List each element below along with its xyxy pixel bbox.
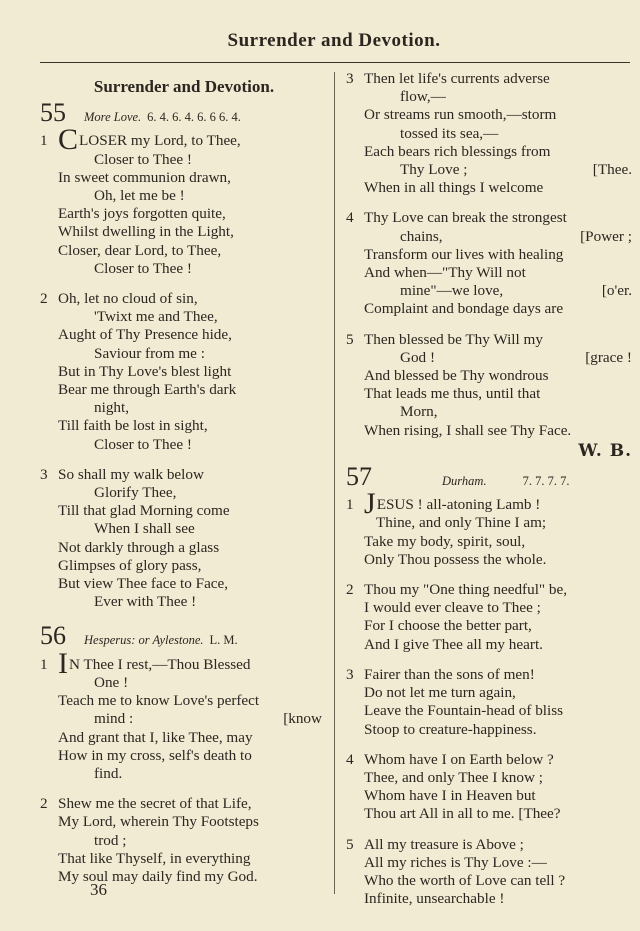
hymn-line: 'Twixt me and Thee, [94, 308, 218, 326]
hymn-line: Closer to Thee ! [94, 435, 192, 453]
hymn-line: Thee, and only Thee I know ; [364, 768, 543, 786]
section-title: Surrender and Devotion. [93, 77, 275, 96]
hymn-number: 55 [40, 98, 66, 128]
hymn-line-pair [346, 161, 632, 179]
hymn-line: trod ; [94, 831, 127, 849]
hymn-line: Till that glad Morning come [58, 502, 230, 520]
stanza-number: 2 [40, 795, 48, 813]
hymn-line: flow,— [400, 88, 446, 106]
stanza [346, 70, 632, 197]
hymn-line: Fairer than the sons of men! [364, 665, 535, 683]
hymn-line: Infinite, unsearchable ! [364, 890, 505, 908]
hymn-line: [o'er. [601, 282, 632, 300]
meter: 6. 4. 6. 4. 6. 6 6. 4. [147, 110, 241, 125]
stanza-number: 2 [346, 581, 354, 599]
hymn-line: How in my cross, self's death to [58, 746, 252, 764]
hymn-line: Leave the Fountain-head of bliss [364, 702, 564, 720]
hymn-line: Earth's joys forgotten quite, [58, 205, 226, 223]
drop-cap: C [58, 123, 79, 157]
hymn-line: [Thee. [592, 161, 632, 179]
hymn-line: Glimpses of glory pass, [58, 556, 202, 574]
hymn-line: Transform our lives with healing [364, 245, 564, 263]
hymn-line: Then blessed be Thy Will my [364, 330, 543, 348]
hymn-line: Saviour from me : [94, 344, 205, 362]
hymn-line: But view Thee face to Face, [58, 575, 229, 593]
hymn-line: N Thee I rest,—Thou Blessed [69, 655, 251, 673]
stanza-number: 4 [346, 750, 354, 768]
hymn-line: Shew me the secret of that Life, [58, 795, 252, 813]
stanza-number: 1 [346, 496, 354, 514]
hymn-line: When rising, I shall see Thy Face. [364, 421, 572, 439]
hymn-line-pair [346, 228, 632, 246]
hymn-line: Whom have I on Earth below ? [364, 750, 554, 768]
hymn-line: Closer, dear Lord, to Thee, [58, 241, 222, 259]
hymn-line: God ! [400, 348, 436, 366]
column-divider [334, 72, 335, 894]
hymn-line: Closer to Thee ! [94, 259, 192, 277]
hymn-line: mine"—we love, [400, 282, 504, 300]
hymn-line: All my riches is Thy Love :— [364, 853, 547, 871]
stanza [40, 466, 328, 612]
tune-name: Durham. [442, 474, 487, 489]
hymn-line: Thy Love can break the strongest [364, 209, 567, 227]
stanza-number: 5 [346, 835, 354, 853]
hymn-line-pair [346, 282, 632, 300]
meter: 7. 7. 7. 7. [522, 474, 570, 489]
stanza [346, 581, 632, 654]
hymn-line: Thy Love ; [400, 161, 468, 179]
stanza-number: 3 [40, 465, 48, 483]
hymn-number: 56 [40, 621, 66, 651]
right-column [346, 66, 632, 920]
hymn-line-pair [346, 349, 632, 367]
hymn-line: Thou art All in all to me. [Thee? [364, 805, 561, 823]
hymn-line: [Power ; [580, 227, 632, 245]
hymn-line: Ever with Thee ! [94, 593, 197, 611]
stanza [346, 836, 632, 909]
hymn-55-header [40, 100, 328, 126]
hymn-line: That like Thyself, in everything [58, 849, 251, 867]
hymn-line: Who the worth of Love can tell ? [364, 871, 566, 889]
hymn-line: Oh, let me be ! [94, 187, 185, 205]
hymn-line: When in all things I welcome [364, 179, 544, 197]
hymn-line: Only Thou possess the whole. [364, 550, 547, 568]
page-number: 36 [90, 880, 107, 899]
tune-name: More Love. [84, 110, 142, 125]
hymn-line: Then let life's currents adverse [364, 70, 550, 87]
hymn-line: I would ever cleave to Thee ; [364, 599, 541, 617]
hymn-line: Teach me to know Love's perfect [58, 692, 260, 710]
hymn-line: LOSER my Lord, to Thee, [79, 132, 241, 150]
stanza-number: 1 [40, 132, 48, 150]
stanza [40, 795, 328, 886]
hymn-line: In sweet communion drawn, [58, 168, 231, 186]
stanza [346, 331, 632, 440]
hymn-line: Aught of Thy Presence hide, [58, 326, 232, 344]
hymn-line: Closer to Thee ! [94, 150, 192, 168]
running-head: Surrender and Devotion. [227, 30, 441, 51]
hymn-line: For I choose the better part, [364, 617, 532, 635]
hymn-line: Or streams run smooth,—storm [364, 106, 557, 124]
hymn-line: Bear me through Earth's dark [58, 381, 237, 399]
hymn-line: night, [94, 399, 130, 417]
stanza-number: 2 [40, 290, 48, 308]
hymn-line: So shall my walk below [58, 465, 204, 483]
hymn-line: And when—"Thy Will not [364, 264, 526, 282]
hymn-line: Take my body, spirit, soul, [364, 532, 526, 550]
stanza [40, 646, 328, 783]
tune-name: Hesperus: or Aylestone. [84, 633, 204, 648]
author-initials: W. B. [578, 440, 632, 461]
hymn-number: 57 [346, 462, 372, 492]
hymn-line: That leads me thus, until that [364, 385, 541, 403]
hymn-line: ESUS ! all-atoning Lamb ! [376, 496, 541, 514]
hymn-56-header [40, 623, 328, 649]
hymn-line: chains, [400, 227, 443, 245]
hymn-line: find. [94, 764, 123, 782]
hymn-line: Morn, [400, 403, 438, 421]
stanza-number: 5 [346, 330, 354, 348]
hymn-line: One ! [94, 673, 129, 691]
hymn-line: [know [283, 710, 322, 728]
hymn-line-pair [40, 710, 328, 728]
hymn-line: mind : [94, 710, 134, 728]
hymn-line: Complaint and bondage days are [364, 300, 564, 318]
stanza-number: 3 [346, 665, 354, 683]
hymn-line: And blessed be Thy wondrous [364, 367, 549, 385]
drop-cap: I [58, 646, 68, 680]
hymn-line: Whom have I in Heaven but [364, 787, 536, 805]
stanza-number: 3 [346, 70, 354, 87]
hymn-line: My soul may daily find my God. [58, 867, 258, 885]
stanza-number: 4 [346, 209, 354, 227]
stanza [346, 487, 632, 569]
hymn-line: Oh, let no cloud of sin, [58, 290, 198, 308]
hymn-line: Thou my "One thing needful" be, [364, 581, 568, 599]
hymn-line: When I shall see [94, 520, 195, 538]
stanza [40, 123, 328, 278]
hymn-line: Not darkly through a glass [58, 538, 220, 556]
hymn-line: My Lord, wherein Thy Footsteps [58, 813, 259, 831]
header-rule [40, 62, 630, 63]
stanza [40, 290, 328, 454]
stanza [346, 666, 632, 739]
hymn-line: All my treasure is Above ; [364, 835, 524, 853]
hymn-line: But in Thy Love's blest light [58, 362, 232, 380]
hymn-line: Glorify Thee, [94, 484, 177, 502]
stanza [346, 751, 632, 824]
drop-cap: J [364, 487, 376, 521]
meter: L. M. [209, 633, 238, 648]
hymn-line: [grace ! [585, 348, 632, 366]
hymn-line: Do not let me turn again, [364, 684, 516, 702]
stanza [346, 209, 632, 318]
hymn-line: Whilst dwelling in the Light, [58, 223, 234, 241]
hymn-line: Thine, and only Thine I am; [376, 514, 547, 532]
hymn-line: Each bears rich blessings from [364, 142, 551, 160]
hymn-line: And grant that I, like Thee, may [58, 728, 253, 746]
left-column [40, 70, 328, 898]
stanza-number: 1 [40, 655, 48, 673]
hymn-57-header [346, 464, 632, 490]
hymn-line: And I give Thee all my heart. [364, 635, 543, 653]
hymn-line: Stoop to creature-happiness. [364, 720, 537, 738]
hymn-line: Till faith be lost in sight, [58, 417, 208, 435]
hymn-line: tossed its sea,— [400, 124, 499, 142]
